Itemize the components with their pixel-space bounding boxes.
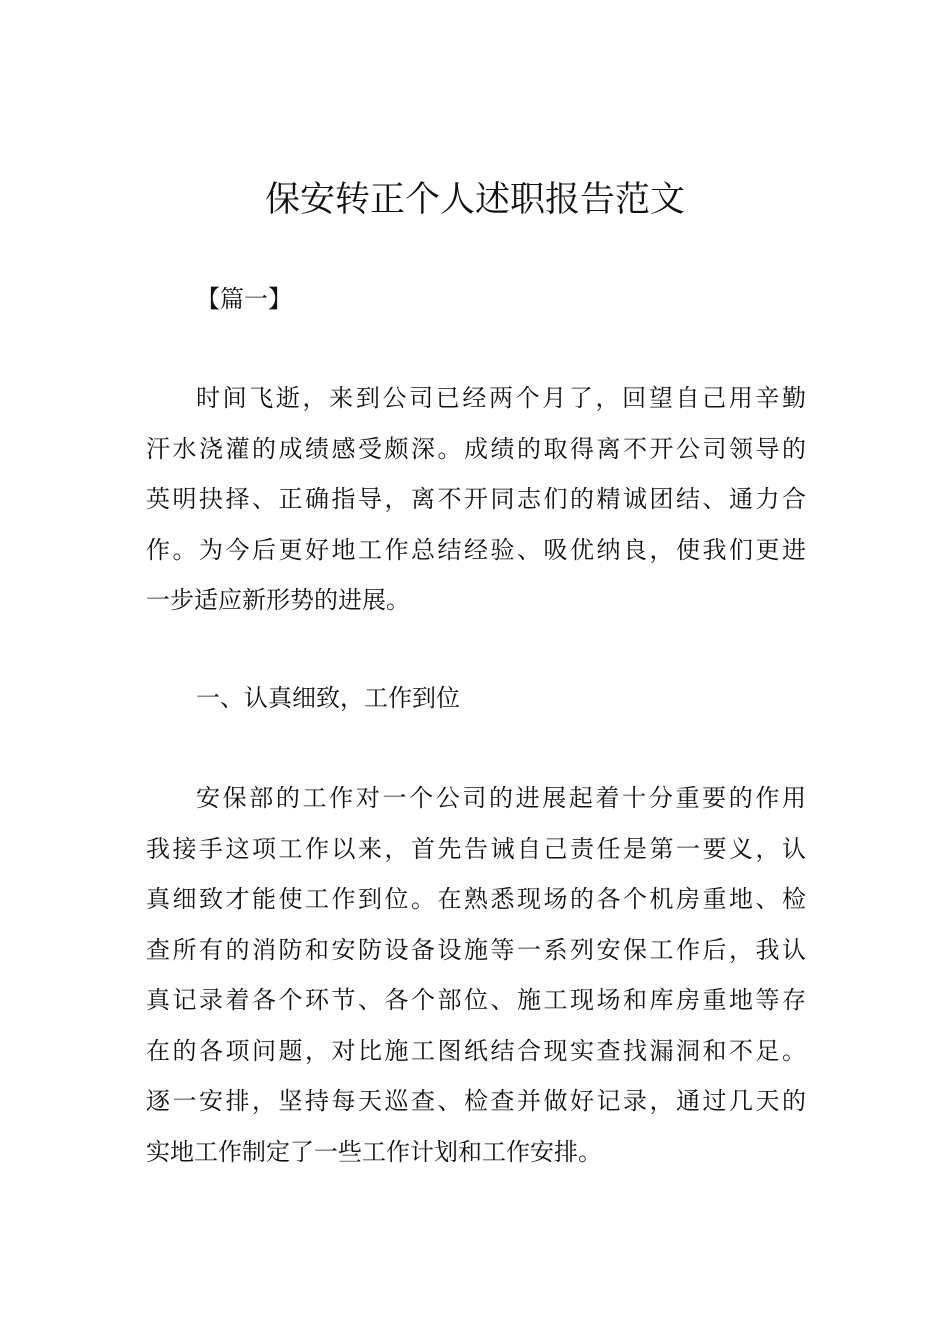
paragraph-line: 真细致才能使工作到位。在熟悉现场的各个机房重地、检	[146, 885, 806, 913]
paragraph-line: 逐一安排，坚持每天巡查、检查并做好记录，通过几天的	[146, 1087, 806, 1115]
paragraph-line: 时间飞逝，来到公司已经两个月了，回望自己用辛勤	[196, 384, 806, 412]
section-heading: 一、认真细致，工作到位	[196, 684, 460, 712]
paragraph-line: 真记录着各个环节、各个部位、施工现场和库房重地等存	[146, 986, 806, 1014]
paragraph-line: 查所有的消防和安防设备设施等一系列安保工作后，我认	[146, 935, 806, 964]
document-title: 保安转正个人述职报告范文	[264, 180, 685, 220]
section-label: 【篇一】	[196, 285, 292, 313]
paragraph-line: 在的各项问题，对比施工图纸结合现实查找漏洞和不足。	[146, 1036, 806, 1065]
paragraph-line: 汗水浇灌的成绩感受颇深。成绩的取得离不开公司领导的	[146, 434, 806, 463]
paragraph-line: 英明抉择、正确指导，离不开同志们的精诚团结、通力合	[146, 485, 806, 513]
paragraph-line: 实地工作制定了一些工作计划和工作安排。	[146, 1137, 602, 1166]
paragraph-line: 我接手这项工作以来，首先告诫自己责任是第一要义，认	[146, 834, 806, 863]
paragraph-line: 安保部的工作对一个公司的进展起着十分重要的作用	[196, 784, 806, 812]
paragraph-body	[146, 773, 806, 1177]
paragraph-line: 一步适应新形势的进展。	[146, 586, 410, 614]
paragraph-line: 作。为今后更好地工作总结经验、吸优纳良，使我们更进	[146, 535, 806, 564]
paragraph-intro	[146, 373, 806, 626]
